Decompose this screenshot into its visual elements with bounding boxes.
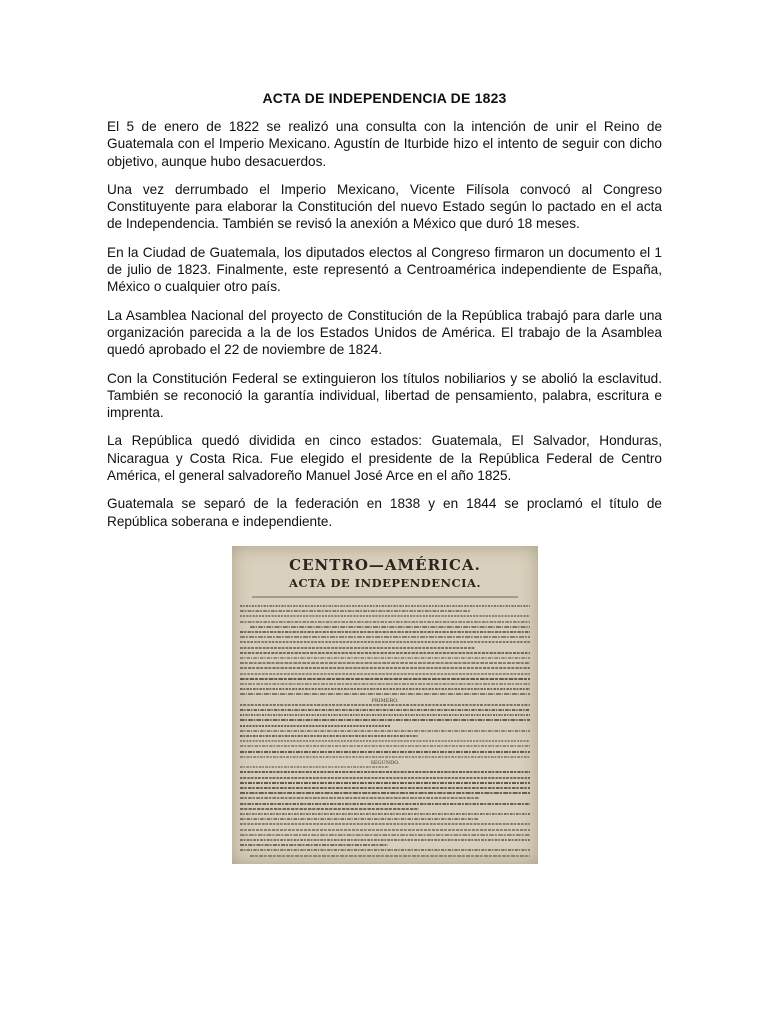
document-section-label: PRIMERO.	[371, 698, 399, 704]
paragraph-2: Una vez derrumbado el Imperio Mexicano, Vicente Filísola convocó al Congreso Constituyente para elaborar la Constitución del nuevo Estado según lo pactado en el acta de Independencia. También se revisó la anexión a México que duró 18 meses.	[107, 181, 662, 232]
paragraph-7: Guatemala se separó de la federación en 1838 y en 1844 se proclamó el título de República soberana e independiente.	[107, 496, 662, 529]
page-title: ACTA DE INDEPENDENCIA DE 1823	[262, 90, 507, 106]
paragraph-3: En la Ciudad de Guatemala, los diputados electos al Congreso firmaron un documento el 1 de julio de 1823. Finalmente, este representó a Centroamérica independiente de España, México o cualquier otro país.	[107, 244, 662, 295]
document-heading: CENTRO—AMÉRICA.	[289, 556, 481, 574]
document-section-label: SEGUNDO.	[370, 760, 400, 766]
document-subheading: ACTA DE INDEPENDENCIA.	[289, 576, 481, 590]
paragraph-4: La Asamblea Nacional del proyecto de Constitución de la República trabajó para darle una organización parecida a la de los Estados Unidos de América. El trabajo de la Asamblea quedó aprobado el 22 de noviembre de 1824.	[107, 307, 662, 358]
paragraph-1: El 5 de enero de 1822 se realizó una consulta con la intención de unir el Reino de Guatemala con el Imperio Mexicano. Agustín de Iturbide hizo el intento de seguir con dicho objetivo, aunque hubo desacuerdos.	[107, 119, 662, 169]
historical-document-image	[232, 546, 538, 864]
document-text-lines	[232, 546, 538, 864]
document-body	[107, 90, 662, 541]
paragraph-5: Con la Constitución Federal se extinguieron los títulos nobiliarios y se abolió la esclavitud. También se reconoció la garantía individual, libertad de pensamiento, palabra, escritura e imprenta.	[107, 370, 662, 421]
paragraph-6: La República quedó dividida en cinco estados: Guatemala, El Salvador, Honduras, Nicaragua y Costa Rica. Fue elegido el presidente de la República Federal de Centro América, el general salvadoreño Manuel José Arce en el año 1825.	[107, 433, 662, 484]
